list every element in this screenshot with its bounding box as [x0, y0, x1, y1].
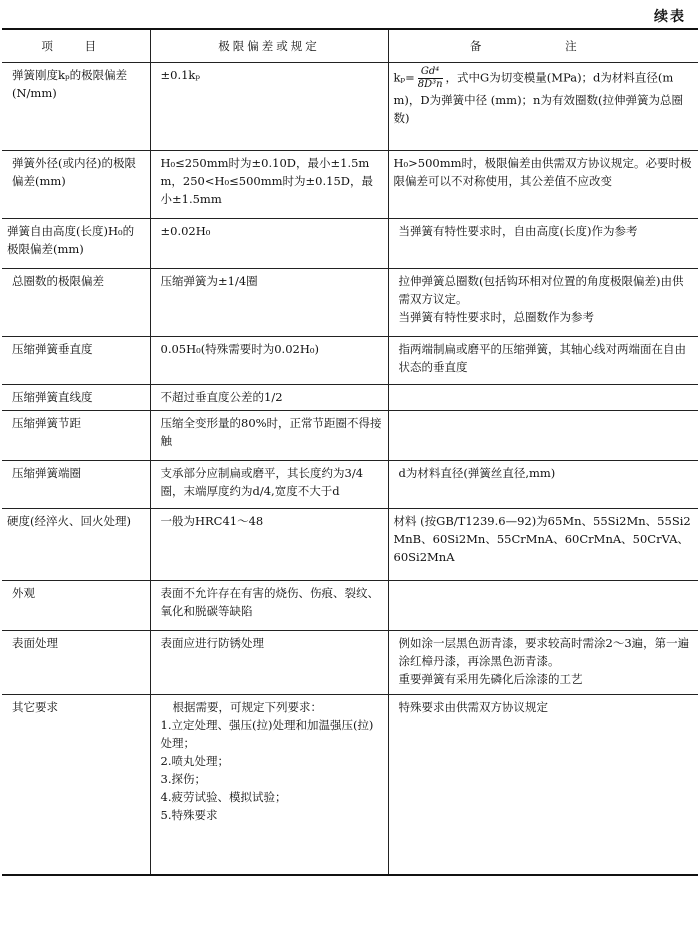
spec-table — [2, 28, 698, 876]
row-tolerance: 压缩全变形量的80%时，正常节距圈不得接触 — [150, 411, 388, 461]
tolerance-line: 5.特殊要求 — [160, 808, 218, 822]
row-note — [388, 411, 698, 461]
table-row — [2, 63, 698, 151]
row-item: 弹簧外径(或内径)的极限偏差(mm) — [2, 151, 150, 219]
row-item: 弹簧自由高度(长度)H₀的极限偏差(mm) — [2, 219, 150, 269]
continued-label: 续表 — [654, 9, 686, 25]
header-note: 备 注 — [388, 29, 698, 63]
row-item: 其它要求 — [2, 695, 150, 875]
row-tolerance: 不超过垂直度公差的1/2 — [150, 385, 388, 411]
row-note: 当弹簧有特性要求时，自由高度(长度)作为参考 — [388, 219, 698, 269]
row-note — [388, 385, 698, 411]
row-tolerance: 表面应进行防锈处理 — [150, 631, 388, 695]
row-tolerance — [150, 695, 388, 875]
formula-numerator: Gd⁴ — [418, 66, 443, 79]
row-tolerance: H₀≤250mm时为±0.10D，最小±1.5mm，250<H₀≤500mm时为±0.15D，最小±1.5mm — [150, 151, 388, 219]
row-note — [388, 631, 698, 695]
row-tolerance: ±0.1kₚ — [150, 63, 388, 151]
row-item: 总圈数的极限偏差 — [2, 269, 150, 337]
row-item: 压缩弹簧节距 — [2, 411, 150, 461]
row-tolerance: 支承部分应制扁或磨平，其长度约为3/4圈，末端厚度约为d/4,宽度不大于d — [150, 461, 388, 509]
tolerance-line: 2.喷丸处理； — [160, 754, 229, 768]
table-row — [2, 385, 698, 411]
note-line: 重要弹簧有采用先磷化后涂漆的工艺 — [398, 672, 583, 686]
table-row — [2, 631, 698, 695]
row-item: 压缩弹簧垂直度 — [2, 337, 150, 385]
row-note: d为材料直径(弹簧丝直径,mm) — [388, 461, 698, 509]
row-item: 硬度(经淬火、回火处理) — [2, 509, 150, 581]
row-note: 特殊要求由供需双方协议规定 — [388, 695, 698, 875]
row-item: 弹簧刚度kₚ的极限偏差(N/mm) — [2, 63, 150, 151]
row-tolerance: ±0.02H₀ — [150, 219, 388, 269]
row-note — [388, 269, 698, 337]
tolerance-line: 4.疲劳试验、模拟试验； — [160, 790, 287, 804]
row-tolerance: 表面不允许存在有害的烧伤、伤痕、裂纹、氧化和脱碳等缺陷 — [150, 581, 388, 631]
row-note — [388, 581, 698, 631]
tolerance-line: 根据需要，可规定下列要求： — [172, 700, 322, 714]
table-row — [2, 269, 698, 337]
table-row — [2, 411, 698, 461]
tolerance-line: 3.探伤； — [160, 772, 206, 786]
row-item: 压缩弹簧端圈 — [2, 461, 150, 509]
formula-denominator: 8D³n — [417, 79, 443, 90]
row-tolerance: 0.05H₀(特殊需要时为0.02H₀) — [150, 337, 388, 385]
row-note-text: ，式中G为切变模量(MPa)；d为材料直径(mm)，D为弹簧中径 (mm)；n为有效圈数(拉伸弹簧为总圈数) — [393, 70, 683, 125]
table-row — [2, 461, 698, 509]
table-row — [2, 509, 698, 581]
stiffness-formula — [418, 66, 443, 91]
row-tolerance: 压缩弹簧为±1/4圈 — [150, 269, 388, 337]
row-note — [388, 63, 698, 151]
note-line: 当弹簧有特性要求时，总圈数作为参考 — [398, 310, 594, 324]
table-header — [2, 29, 698, 63]
row-note: H₀>500mm时，极限偏差由供需双方协议规定。必要时极限偏差可以不对称使用，其公差值不应改变 — [388, 151, 698, 219]
row-item: 压缩弹簧直线度 — [2, 385, 150, 411]
table-row — [2, 151, 698, 219]
row-tolerance: 一般为HRC41～48 — [150, 509, 388, 581]
note-line: 例如涂一层黑色沥青漆，要求较高时需涂2～3遍，第一遍涂红樟丹漆，再涂黑色沥青漆。 — [398, 636, 690, 668]
note-line: 拉伸弹簧总圈数(包括钩环相对位置的角度极限偏差)由供需双方议定。 — [398, 274, 684, 306]
table-row — [2, 695, 698, 875]
header-tolerance: 极限偏差或规定 — [150, 29, 388, 63]
row-item: 外观 — [2, 581, 150, 631]
table-row — [2, 219, 698, 269]
header-item: 项 目 — [2, 29, 150, 63]
row-note: 指两端制扁或磨平的压缩弹簧，其轴心线对两端面在自由状态的垂直度 — [388, 337, 698, 385]
tolerance-line: 1.立定处理、强压(拉)处理和加温强压(拉)处理； — [160, 718, 374, 750]
table-row — [2, 581, 698, 631]
formula-prefix: kₚ= — [393, 70, 415, 85]
row-item: 表面处理 — [2, 631, 150, 695]
table-row — [2, 337, 698, 385]
row-note: 材料 (按GB/T1239.6—92)为65Mn、55Si2Mn、55Si2MnB、60Si2Mn、55CrMnA、60CrMnA、50CrVA、60Si2MnA — [388, 509, 698, 581]
